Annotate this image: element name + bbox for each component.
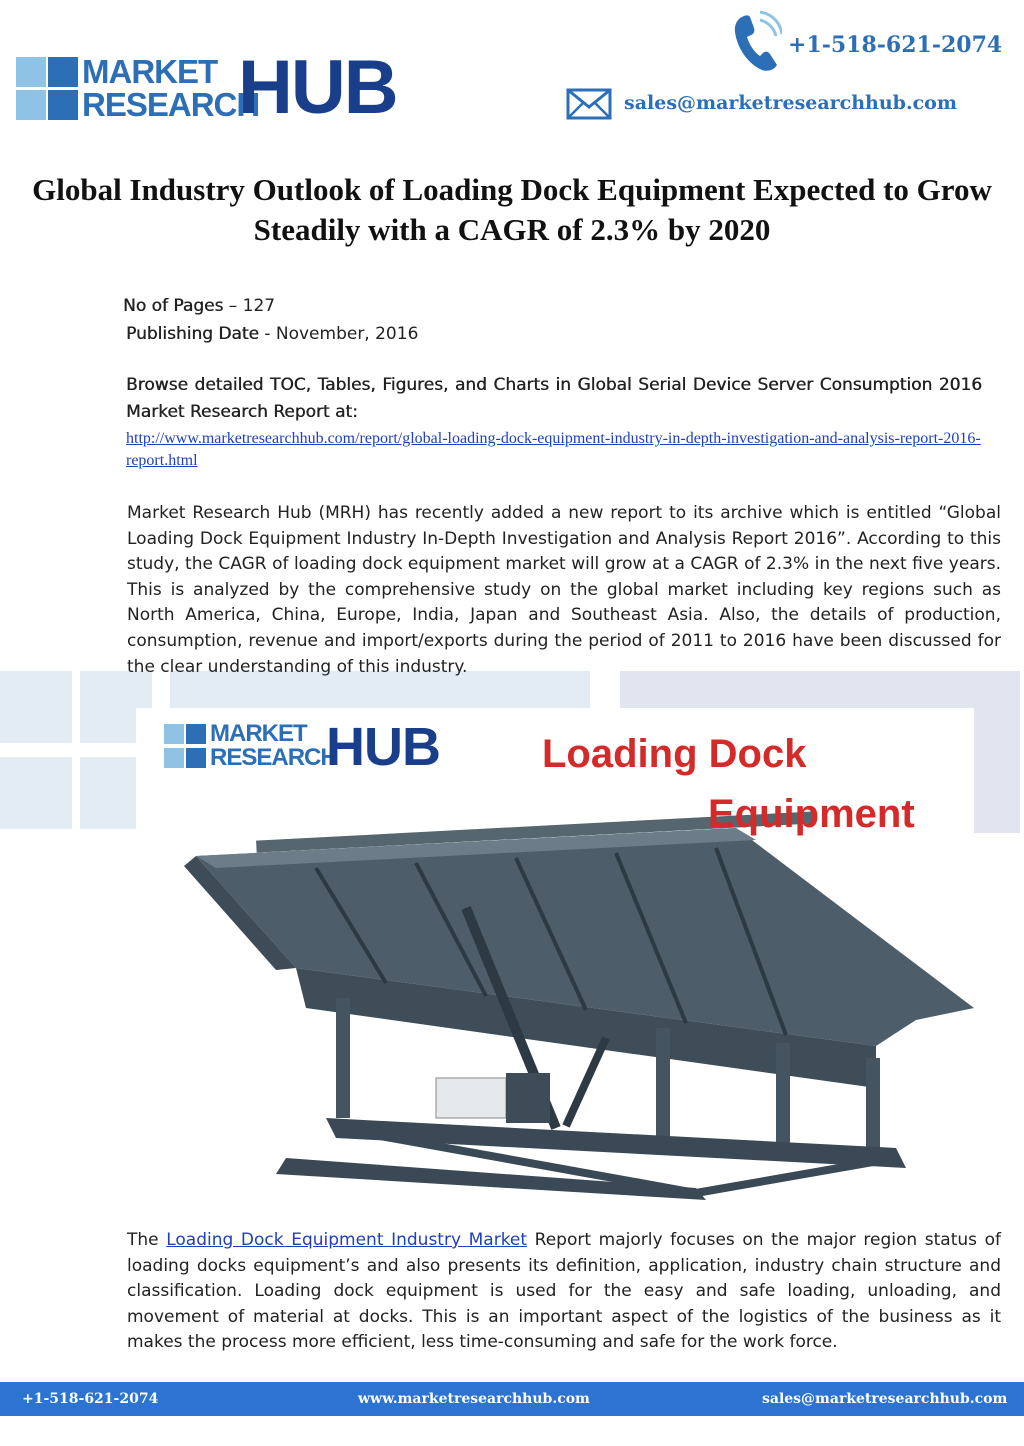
meta-pages-label: No of Pages <box>123 296 224 316</box>
description-paragraph <box>127 1228 1001 1356</box>
product-logo <box>164 717 464 778</box>
logo-word-market: MARKET <box>82 53 218 90</box>
meta-pages-sep: – <box>223 296 243 316</box>
browse-text: Browse detailed TOC, Tables, Figures, and Charts in Global Serial Device Server Consumption 2016 Market Research Report at: <box>126 375 982 422</box>
description-prefix: The <box>127 1230 167 1250</box>
product-image <box>136 708 974 1200</box>
logo-square <box>164 748 184 768</box>
footer-website[interactable]: www.marketresearchhub.com <box>358 1391 590 1407</box>
logo-square <box>164 724 184 744</box>
logo-word-hub: HUB <box>238 45 397 130</box>
envelope-icon <box>566 88 612 120</box>
report-meta <box>123 292 418 348</box>
meta-pages-value: 127 <box>242 296 276 316</box>
footer-email[interactable]: sales@marketresearchhub.com <box>762 1391 1008 1407</box>
document-title: Global Industry Outlook of Loading Dock Equipment Expected to Grow Steadily with a CAGR of 2.3% by 2020 <box>32 172 992 247</box>
intro-paragraph: Market Research Hub (MRH) has recently added a new report to its archive which is entitled “Global Loading Dock Equipment Industry In-Depth Investigation and Analysis Report 2016”. According to this study, the CAGR of loading dock equipment market will grow at a CAGR of 2.3% in the next five years. This is analyzed by the comprehensive study on the global market including key regions such as North America, China, Europe, India, Japan and Southeast Asia. Also, the details of production, consumption, revenue and import/exports during the period of 2011 to 2016 have been discussed for the clear understanding of this industry. <box>127 503 1001 677</box>
description-rest: Report majorly focuses on the major region status of loading docks equipment’s and also presents its definition, application, industry chain structure and classification. Loading dock equipment is used for the easy and safe loading, unloading, and movement of material at docks. This is an important aspect of the logistics of the business as it makes the process more efficient, less time-consuming and safe for the work force. <box>127 1230 1001 1353</box>
meta-pages <box>123 292 418 320</box>
industry-market-link[interactable]: Loading Dock Equipment Industry Market <box>166 1230 528 1250</box>
meta-date-sep: - <box>258 324 276 344</box>
logo-square <box>16 90 46 120</box>
logo-square <box>48 90 78 120</box>
meta-date <box>123 320 418 348</box>
meta-date-value: November, 2016 <box>275 324 419 344</box>
product-logo-hub: HUB <box>326 717 440 777</box>
meta-date-label: Publishing Date <box>126 324 259 344</box>
header-phone-text: +1-518-621-2074 <box>788 32 1003 58</box>
footer-phone[interactable]: +1-518-621-2074 <box>22 1391 159 1407</box>
product-logo-market: MARKET <box>210 720 307 747</box>
logo-square <box>186 748 206 768</box>
logo-word-research: RESEARCH <box>82 86 260 123</box>
header-email-text: sales@marketresearchhub.com <box>624 92 957 114</box>
logo-square <box>16 57 46 87</box>
logo-square <box>186 724 206 744</box>
product-title-line1: Loading Dock <box>542 732 807 776</box>
report-url-link[interactable]: http://www.marketresearchhub.com/report/global-loading-dock-equipment-industry-in-depth-investigation-and-analysis-report-2016-report.html <box>126 430 981 469</box>
product-title-line2: Equipment <box>708 792 915 836</box>
product-logo-research: RESEARCH <box>210 744 337 771</box>
phone-icon <box>730 10 782 74</box>
header-logo <box>16 45 397 130</box>
loading-dock-illustration <box>136 708 974 1200</box>
logo-square <box>48 57 78 87</box>
footer-bar <box>0 1382 1024 1416</box>
